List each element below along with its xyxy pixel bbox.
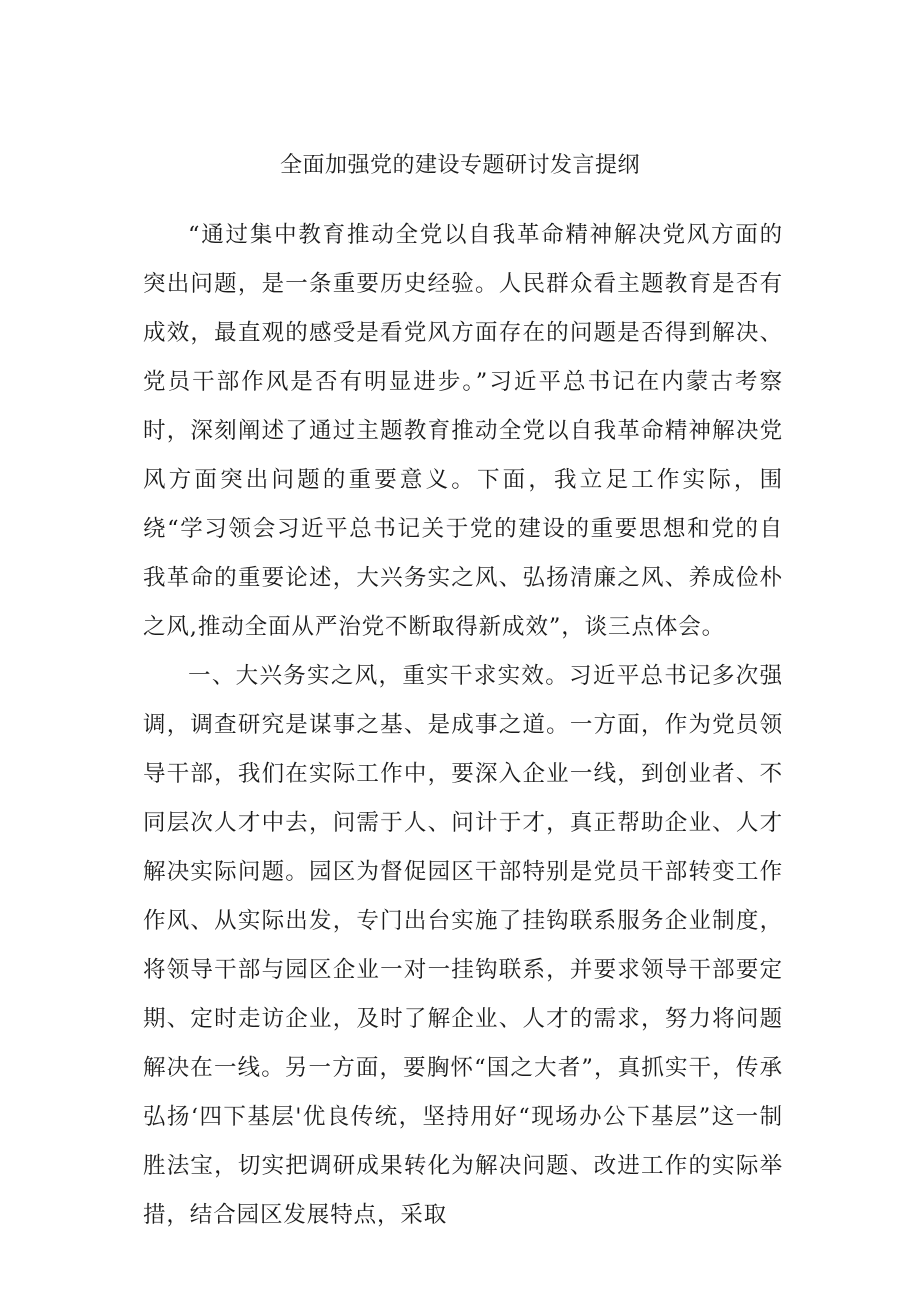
- paragraph-point-one: 一、大兴务实之风，重实干求实效。习近平总书记多次强调，调查研究是谋事之基、是成事之道。一方面，作为党员领导干部，我们在实际工作中，要深入企业一线，到创业者、不同层次人才中去，问需于人、问计于才，真正帮助企业、人才解决实际问题。园区为督促园区干部特别是党员干部转变工作作风、从实际出发，专门出台实施了挂钩联系服务企业制度，将领导干部与园区企业一对一挂钩联系，并要求领导干部要定期、定时走访企业，及时了解企业、人才的需求，努力将问题解决在一线。另一方面，要胸怀“国之大者”，真抓实干，传承弘扬‘四下基层'优良传统，坚持用好“现场办公下基层”这一制胜法宝，切实把调研成果转化为解决问题、改进工作的实际举措，结合园区发展特点，采取: [143, 663, 783, 1228]
- document-body: [143, 211, 783, 1240]
- document-title: 全面加强党的建设专题研讨发言提纲: [279, 153, 640, 178]
- paragraph-intro: “通过集中教育推动全党以自我革命精神解决党风方面的突出问题，是一条重要历史经验。人民群众看主题教育是否有成效，最直观的感受是看党风方面存在的问题是否得到解决、党员干部作风是否有明显进步。”习近平总书记在内蒙古考察时，深刻阐述了通过主题教育推动全党以自我革命精神解决党风方面突出问题的重要意义。下面，我立足工作实际，围绕“学习领会习近平总书记关于党的建设的重要思想和党的自我革命的重要论述，大兴务实之风、弘扬清廉之风、养成俭朴之风,推动全面从严治党不断取得新成效”，谈三点体会。: [143, 222, 783, 640]
